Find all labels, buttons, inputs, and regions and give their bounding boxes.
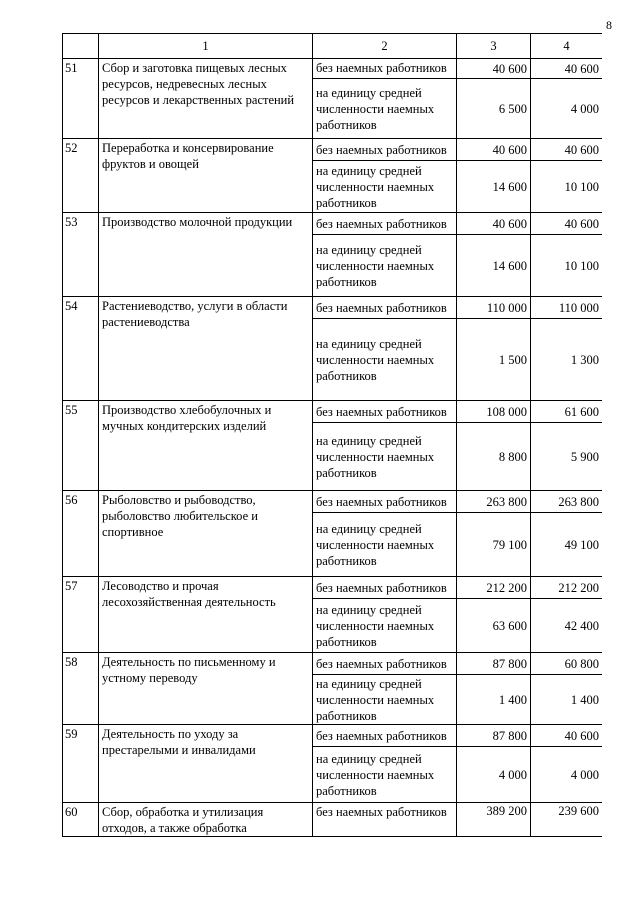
condition-label: без наемных работников [313, 297, 457, 319]
activity-name: Сбор и заготовка пищевых лесных ресурсов, недревесных лесных ресурсов и лекарственных растений [99, 59, 313, 139]
table-row [63, 725, 603, 747]
condition-label: без наемных работников [313, 401, 457, 423]
value-col4: 40 600 [531, 213, 603, 235]
header-cell-1: 1 [99, 34, 313, 59]
value-col4: 10 100 [531, 161, 603, 213]
row-number: 52 [63, 139, 99, 213]
table-row [63, 491, 603, 513]
condition-label: на единицу средней численности наемных работников [313, 513, 457, 577]
value-col3: 8 800 [457, 423, 531, 491]
condition-label: на единицу средней численности наемных работников [313, 319, 457, 401]
value-col4: 239 600 [531, 803, 603, 837]
value-col3: 212 200 [457, 577, 531, 599]
condition-label: без наемных работников [313, 213, 457, 235]
activity-name: Рыболовство и рыбоводство, рыболовство любительское и спортивное [99, 491, 313, 577]
condition-label: на единицу средней численности наемных работников [313, 675, 457, 725]
row-number: 56 [63, 491, 99, 577]
header-cell-4: 4 [531, 34, 603, 59]
table-row [63, 139, 603, 161]
row-number: 55 [63, 401, 99, 491]
value-col3: 1 500 [457, 319, 531, 401]
value-col3: 40 600 [457, 213, 531, 235]
activity-name: Производство хлебобулочных и мучных кондитерских изделий [99, 401, 313, 491]
header-cell-num [63, 34, 99, 59]
table-row [63, 653, 603, 675]
activity-name: Деятельность по уходу за престарелыми и инвалидами [99, 725, 313, 803]
condition-label: без наемных работников [313, 725, 457, 747]
table-row [63, 213, 603, 235]
row-number: 59 [63, 725, 99, 803]
header-row [63, 34, 603, 59]
value-col4: 10 100 [531, 235, 603, 297]
value-col4: 5 900 [531, 423, 603, 491]
value-col3: 40 600 [457, 139, 531, 161]
table-row [63, 803, 603, 837]
tax-table [62, 33, 602, 837]
value-col3: 14 600 [457, 161, 531, 213]
value-col3: 6 500 [457, 79, 531, 139]
row-number: 54 [63, 297, 99, 401]
condition-label: на единицу средней численности наемных работников [313, 599, 457, 653]
tax-table-wrapper [62, 33, 602, 848]
value-col3: 108 000 [457, 401, 531, 423]
value-col4: 263 800 [531, 491, 603, 513]
row-number: 60 [63, 803, 99, 837]
row-number: 53 [63, 213, 99, 297]
condition-label: без наемных работников [313, 577, 457, 599]
condition-label: на единицу средней численности наемных работников [313, 747, 457, 803]
value-col4: 42 400 [531, 599, 603, 653]
activity-name: Переработка и консервирование фруктов и овощей [99, 139, 313, 213]
value-col4: 4 000 [531, 747, 603, 803]
activity-name: Производство молочной продукции [99, 213, 313, 297]
condition-label: на единицу средней численности наемных работников [313, 161, 457, 213]
condition-label: без наемных работников [313, 139, 457, 161]
table-row [63, 401, 603, 423]
row-number: 57 [63, 577, 99, 653]
activity-name: Лесоводство и прочая лесохозяйственная деятельность [99, 577, 313, 653]
table-row [63, 577, 603, 599]
value-col3: 40 600 [457, 59, 531, 79]
page-number: 8 [606, 18, 612, 32]
value-col4: 1 400 [531, 675, 603, 725]
row-number: 51 [63, 59, 99, 139]
value-col4: 61 600 [531, 401, 603, 423]
value-col4: 212 200 [531, 577, 603, 599]
condition-label: без наемных работников [313, 491, 457, 513]
value-col3: 110 000 [457, 297, 531, 319]
value-col3: 389 200 [457, 803, 531, 837]
value-col4: 60 800 [531, 653, 603, 675]
condition-label: без наемных работников [313, 59, 457, 79]
condition-label: без наемных работников [313, 653, 457, 675]
value-col3: 87 800 [457, 725, 531, 747]
value-col3: 1 400 [457, 675, 531, 725]
activity-name: Растениеводство, услуги в области растениеводства [99, 297, 313, 401]
table-row [63, 297, 603, 319]
value-col4: 1 300 [531, 319, 603, 401]
condition-label: на единицу средней численности наемных работников [313, 423, 457, 491]
condition-label: на единицу средней численности наемных работников [313, 79, 457, 139]
table-row [63, 59, 603, 79]
value-col3: 87 800 [457, 653, 531, 675]
condition-label: на единицу средней численности наемных работников [313, 235, 457, 297]
header-cell-2: 2 [313, 34, 457, 59]
value-col3: 14 600 [457, 235, 531, 297]
condition-label: без наемных работников [313, 803, 457, 837]
header-cell-3: 3 [457, 34, 531, 59]
value-col3: 263 800 [457, 491, 531, 513]
value-col4: 40 600 [531, 139, 603, 161]
value-col4: 40 600 [531, 725, 603, 747]
value-col4: 49 100 [531, 513, 603, 577]
value-col4: 4 000 [531, 79, 603, 139]
value-col3: 79 100 [457, 513, 531, 577]
row-number: 58 [63, 653, 99, 725]
value-col3: 63 600 [457, 599, 531, 653]
activity-name: Сбор, обработка и утилизация отходов, а также обработка [99, 803, 313, 837]
value-col4: 40 600 [531, 59, 603, 79]
activity-name: Деятельность по письменному и устному переводу [99, 653, 313, 725]
value-col3: 4 000 [457, 747, 531, 803]
value-col4: 110 000 [531, 297, 603, 319]
